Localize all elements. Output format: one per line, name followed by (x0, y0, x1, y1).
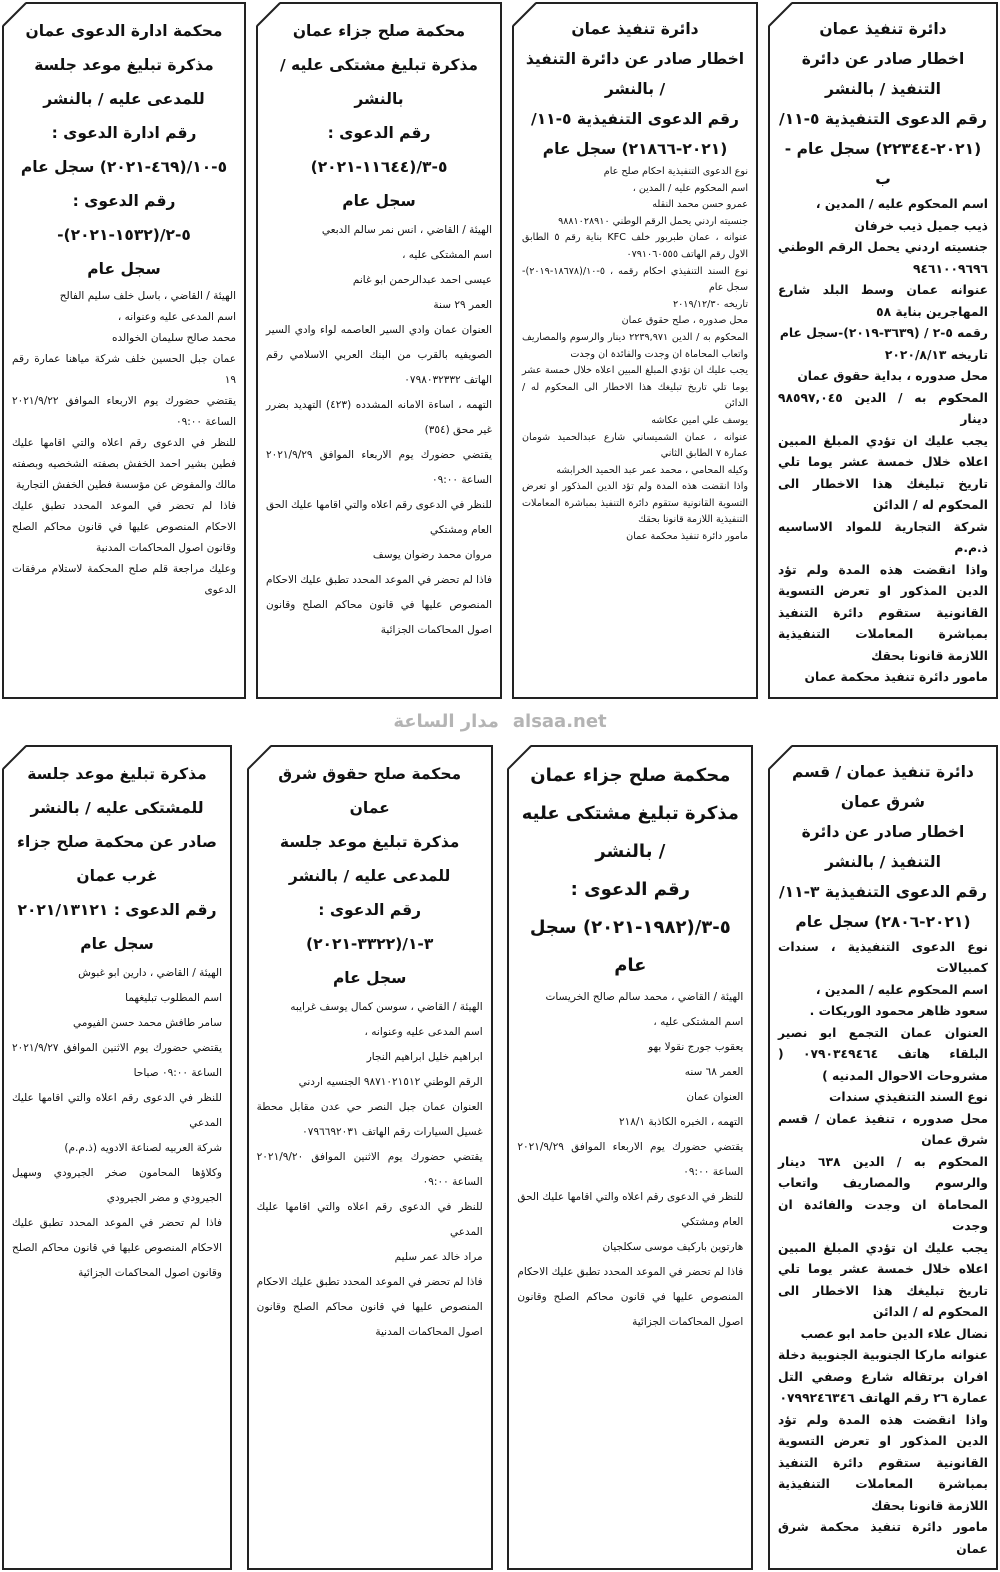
notice-body-line: الهيئة / القاضي ، سوسن كمال يوسف غرايبه (257, 995, 483, 1020)
notice-body-line: واذا انقضت هذه المدة ولم تؤد الدين المذكور او تعرض التسوية القانونية ستقوم دائرة التنفيذ بمباشرة المعاملات التنفيذية اللازمة قانونا بحقك (522, 479, 748, 529)
notice-body-line: واذا انقضت هذه المدة ولم تؤد الدين المذكور او تعرض التسوية القانونية ستقوم دائرة التنفيذ بمباشرة المعاملات التنفيذية اللازمة قانونا بحقك (778, 560, 988, 668)
notice-body-line: عنوانه ماركا الجنوبية الجنوبية دخلة افران برتقاله شارع وصفي التل عمارة ٢٦ رقم الهاتف ٠٧٩٩٢٤٦٣٤٦ (778, 1345, 988, 1410)
notice-heading: اخطار صادر عن دائرة التنفيذ / بالنشر (778, 817, 988, 877)
notice-heading: رقم الدعوى التنفيذية ٣-١١/ (778, 877, 988, 907)
notice-body-line: المحكوم به / الدين ٢٢٣٩,٩٧١ دينار والرسوم والمصاريف واتعاب المحاماة ان وجدت والفائدة ان وجدت (522, 330, 748, 363)
notice-body-line: فاذا لم تحضر في الموعد المحدد تطبق عليك الاحكام المنصوص عليها في قانون محاكم الصلح وقانون اصول المحاكمات المدنية (12, 496, 236, 559)
notice-body-line: التهمه ، اساءة الامانه المشدده (٤٢٣) التهديد بضرر غير محق (٣٥٤) (266, 393, 492, 443)
notice-body-line: نضال علاء الدين حامد ابو عصب (778, 1324, 988, 1346)
notice-heading: (٢٠٢١-٢٢٣٤٤) سجل عام - ب (778, 134, 988, 194)
notice-body-line: اسم المحكوم عليه / المدين ، (522, 181, 748, 198)
notice-body-line: الهيئة / القاضي ، محمد سالم صالح الخريسات (517, 985, 743, 1010)
notice-body-line: نوع السند التنفيذي سندات (778, 1087, 988, 1109)
legal-notice-box (2, 2, 246, 699)
notice-body-line: مروان محمد رضوان يوسف (266, 543, 492, 568)
notice-heading: رقم الدعوى التنفيذية ٥-١١/ (778, 104, 988, 134)
notice-body-line: يقتضي حضورك يوم الاربعاء الموافق ٢٠٢١/٩/٢٢ الساعة ٠٩:٠٠ (12, 391, 236, 433)
notice-heading: مذكرة تبليغ موعد جلسة للمدعى عليه / بالنشر (257, 825, 483, 893)
notice-heading: دائرة تنفيذ عمان (522, 14, 748, 44)
notice-body-line: العمر ٦٨ سنه (517, 1060, 743, 1085)
notice-heading: (٢٠٢١-٢٨٠٦) سجل عام (778, 907, 988, 937)
notice-body-line: العنوان عمان (517, 1085, 743, 1110)
notice-body-line: مامور دائرة تنفيذ محكمة عمان (522, 529, 748, 546)
notice-body-line: هارتوين باركيف موسى سكلجيان (517, 1235, 743, 1260)
watermark (2, 699, 998, 745)
notice-body-line: نوع السند التنفيذي احكام رقمه ، ٥-١٠/(١٨٦٧٨-٢٠١٩)-سجل عام (522, 264, 748, 297)
notice-body-line: وكيله المحامي ، محمد عمر عبد الحميد الخرابشه (522, 463, 748, 480)
notice-body-line: مامور دائرة تنفيذ محكمة شرق عمان (778, 1517, 988, 1560)
notice-body-line: للنظر في الدعوى رقم اعلاه والتي اقامها عليك المدعي (12, 1086, 222, 1136)
notice-body-line: اسم المطلوب تبليغهما (12, 986, 222, 1011)
notice-body-line: اسم المحكوم عليه / المدين ، (778, 194, 988, 216)
notice-heading: محكمة صلح جزاء عمان (517, 757, 743, 795)
notice-body-line: المحكوم به / الدين ٩٨٥٩٧,٠٤٥ دينار (778, 388, 988, 431)
notice-heading: مذكرة تبليغ مشتكى عليه / بالنشر (266, 48, 492, 116)
notice-heading: رقم الدعوى : ٥-٣/(١١٦٤٤-٢٠٢١) (266, 116, 492, 184)
notice-body-line: الرقم الوطني ٩٨٧١٠٢١٥١٢ الجنسيه اردني (257, 1070, 483, 1095)
notice-heading: محكمة صلح حقوق شرق عمان (257, 757, 483, 825)
notice-body-line: يوسف علي امين عكاشه (522, 413, 748, 430)
notice-body-line: اسم المشتكى عليه ، (266, 243, 492, 268)
notice-body-line: يجب عليك ان تؤدي المبلغ المبين اعلاه خلال خمسة عشر يوما تلي تاريخ تبليغك هذا الاخطار الى المحكوم له / الدائن (522, 363, 748, 413)
notice-body-line: محل صدوره ، صلح حقوق عمان (522, 313, 748, 330)
notice-body-line: يجب عليك ان تؤدي المبلغ المبين اعلاه خلال خمسة عشر يوما تلي تاريخ تبليغك هذا الاخطار الى المحكوم له / الدائن (778, 1238, 988, 1324)
notice-body-line: وكلاؤها المحامون صخر الجيرودي وسهيل الجيرودي و مضر الجيرودي (12, 1161, 222, 1211)
notice-body-line: تاريخه ٢٠٢٠/٨/١٣ (778, 345, 988, 367)
notices-row-top (2, 2, 998, 699)
notices-row-bottom (2, 745, 998, 1572)
newspaper-notices-page (2, 0, 998, 1572)
notice-heading: مذكرة تبليغ موعد جلسة للمشتكى عليه / بالنشر (12, 757, 222, 825)
notice-body-line: اسم المشتكى عليه ، (517, 1010, 743, 1035)
notice-body-line: ذيب جميل ذيب خرفان (778, 216, 988, 238)
notice-heading: مذكرة تبليغ موعد جلسة للمدعى عليه / بالنشر (12, 48, 236, 116)
notice-body-line: مراد خالد عمر سليم (257, 1245, 483, 1270)
notice-body-line: ابراهيم خليل ابراهيم النجار (257, 1045, 483, 1070)
watermark-arabic: مدار الساعة (393, 711, 499, 732)
legal-notice-box (768, 745, 998, 1571)
notice-body-line: عنوانه ، عمان طبربور خلف KFC بناية رقم ٥ الطابق الاول رقم الهاتف ٠٧٩١٠٦٠٥٥٥ (522, 230, 748, 263)
notice-body-line: للنظر في الدعوى رقم اعلاه والتي اقامها عليك المدعي (257, 1195, 483, 1245)
notice-body-line: للنظر في الدعوى رقم اعلاه والتي اقامها عليك فطين بشير احمد الخفش بصفته الشخصيه وبصفته مالك والمفوض عن مؤسسة فطين الخفش التجارية (12, 433, 236, 496)
notice-heading: (٢٠٢١-٢١٨٦٦) سجل عام (522, 134, 748, 164)
notice-body-line: عمان جبل الحسين خلف شركة مياهنا عمارة رقم ١٩ (12, 349, 236, 391)
legal-notice-box (256, 2, 502, 699)
cut-corner-decoration (1, 744, 27, 770)
legal-notice-box (247, 745, 493, 1571)
notice-body-line: عيسى احمد عبدالرحمن ابو غانم (266, 268, 492, 293)
notice-body-line: محمد صالح سليمان الخوالده (12, 328, 236, 349)
cut-corner-decoration (511, 1, 537, 27)
notice-heading: صادر عن محكمة صلح جزاء غرب عمان (12, 825, 222, 893)
notice-heading: اخطار صادر عن دائرة التنفيذ / بالنشر (522, 44, 748, 104)
legal-notice-box (507, 745, 753, 1571)
cut-corner-decoration (767, 1, 793, 27)
watermark-latin: alsaa.net (513, 711, 607, 732)
cut-corner-decoration (255, 1, 281, 27)
notice-body-line: شركة العربيه لصناعة الادويه (ذ.م.م) (12, 1136, 222, 1161)
notice-body-line: محل صدوره ، تنفيذ عمان / قسم شرق عمان (778, 1109, 988, 1152)
notice-body-line: العمر ٢٩ سنة (266, 293, 492, 318)
notice-body-line: اسم المدعى عليه وعنوانه ، (257, 1020, 483, 1045)
notice-heading: اخطار صادر عن دائرة التنفيذ / بالنشر (778, 44, 988, 104)
notice-heading: سجل عام (12, 252, 236, 286)
notice-heading: محكمة صلح جزاء عمان (266, 14, 492, 48)
notice-body-line: مامور دائرة تنفيذ محكمة عمان (778, 667, 988, 689)
notice-body-line: سامر طافش محمد حسن الفيومي (12, 1011, 222, 1036)
notice-body-line: اسم المحكوم عليه / المدين ، (778, 980, 988, 1002)
notice-body-line: الهيئة / القاضي ، باسل خلف سليم الفالح (12, 286, 236, 307)
notice-heading: دائرة تنفيذ عمان / قسم شرق عمان (778, 757, 988, 817)
notice-body-line: الهيئة / القاضي ، دارين ابو غبوش (12, 961, 222, 986)
notice-body-line: يعقوب جورج نقولا بهو (517, 1035, 743, 1060)
notice-body-line: العنوان عمان التجمع ابو نصير البلقاء هاتف ٠٧٩٠٣٤٩٤٦٤ ( مشروحات الاحوال المدنيه ) (778, 1023, 988, 1088)
notice-body-line: فاذا لم تحضر في الموعد المحدد تطبق عليك الاحكام المنصوص عليها في قانون محاكم الصلح وقانون اصول المحاكمات الجزائية (266, 568, 492, 643)
notice-heading: رقم الدعوى : ٥-٢/(١٥٣٢-٢٠٢١)- (12, 184, 236, 252)
notice-body-line: عنوانه عمان وسط البلد شارع المهاجرين بناية ٥٨ (778, 280, 988, 323)
notice-body-line: يقتضي حضورك يوم الاثنين الموافق ٢٠٢١/٩/٢٠ الساعة ٠٩:٠٠ (257, 1145, 483, 1195)
notice-heading: دائرة تنفيذ عمان (778, 14, 988, 44)
notice-body-line: عمرو حسن محمد النقله (522, 197, 748, 214)
notice-body-line: يقتضي حضورك يوم الاربعاء الموافق ٢٠٢١/٩/٢٩ الساعة ٠٩:٠٠ (266, 443, 492, 493)
notice-body-line: فاذا لم تحضر في الموعد المحدد تطبق عليك الاحكام المنصوص عليها في قانون محاكم الصلح وقانون اصول المحاكمات الجزائية (12, 1211, 222, 1286)
notice-body-line: للنظر في الدعوى رقم اعلاه والتي اقامها عليك الحق العام ومشتكي (517, 1185, 743, 1235)
notice-body-line: للنظر في الدعوى رقم اعلاه والتي اقامها عليك الحق العام ومشتكي (266, 493, 492, 543)
cut-corner-decoration (1, 1, 27, 27)
legal-notice-box (512, 2, 758, 699)
notice-heading: رقم الدعوى : ٥-٣/(١٩٨٢-٢٠٢١) سجل عام (517, 871, 743, 985)
notice-heading: رقم الدعوى التنفيذية ٥-١١/ (522, 104, 748, 134)
notice-body-line: يقتضي حضورك يوم الاربعاء الموافق ٢٠٢١/٩/٢٩ الساعة ٠٩:٠٠ (517, 1135, 743, 1185)
notice-body-line: اسم المدعى عليه وعنوانه ، (12, 307, 236, 328)
legal-notice-box (768, 2, 998, 699)
notice-body-line: نوع الدعوى التنفيذية احكام صلح عام (522, 164, 748, 181)
notice-heading: رقم الدعوى : ٢٠٢١/١٣١٢١ سجل عام (12, 893, 222, 961)
notice-body-line: جنسيته اردني يحمل الرقم الوطني ٩٨٨١٠٢٨٩١٠ (522, 214, 748, 231)
notice-body-line: شركة التجارية للمواد الاساسيه ذ.م.م (778, 517, 988, 560)
cut-corner-decoration (246, 744, 272, 770)
notice-body-line: التهمه ، الخبره الكاذبة ٢١٨/١ (517, 1110, 743, 1135)
notice-heading: رقم الدعوى : ٣-١/(٣٣٢٢-٢٠٢١) (257, 893, 483, 961)
notice-body-line: تاريخه ٢٠١٩/١٢/٣٠ (522, 297, 748, 314)
cut-corner-decoration (506, 744, 532, 770)
notice-heading: سجل عام (266, 184, 492, 218)
notice-heading: سجل عام (257, 961, 483, 995)
notice-body-line: سعود ظاهر محمود الوريكات . (778, 1001, 988, 1023)
notice-body-line: محل صدوره ، بداية حقوق عمان (778, 366, 988, 388)
notice-heading: رقم ادارة الدعوى : ٥-١٠/(٤٦٩-٢٠٢١) سجل عام (12, 116, 236, 184)
notice-body-line: عنوانه ، عمان الشميساني شارع عبدالحميد شومان عمارة ٧ الطابق الثاني (522, 430, 748, 463)
notice-body-line: العنوان عمان جبل النصر حي عدن مقابل محطة غسيل السيارات رقم الهاتف ٠٧٩٦٦٩٢٠٣١ (257, 1095, 483, 1145)
notice-body-line: يقتضي حضورك يوم الاثنين الموافق ٢٠٢١/٩/٢٧ الساعة ٠٩:٠٠ صباحا (12, 1036, 222, 1086)
notice-body-line: واذا انقضت هذه المدة ولم تؤد الدين المذكور او تعرض التسوية القانونية ستقوم دائرة التنفيذ بمباشرة المعاملات التنفيذية اللازمة قانونا بحقك (778, 1410, 988, 1518)
notice-body-line: الهيئة / القاضي ، انس نمر سالم الدبعي (266, 218, 492, 243)
notice-heading: مذكرة تبليغ مشتكى عليه / بالنشر (517, 795, 743, 871)
legal-notice-box (2, 745, 232, 1571)
notice-body-line: جنسيته اردني يحمل الرقم الوطني ٩٤٦١٠٠٩٦٩٦ (778, 237, 988, 280)
notice-body-line: نوع الدعوى التنفيذية ، سندات كمبيالات (778, 937, 988, 980)
notice-body-line: وعليك مراجعة قلم صلح المحكمة لاستلام مرفقات الدعوى (12, 559, 236, 601)
cut-corner-decoration (767, 744, 793, 770)
notice-body-line: فاذا لم تحضر في الموعد المحدد تطبق عليك الاحكام المنصوص عليها في قانون محاكم الصلح وقانون اصول المحاكمات المدنية (257, 1270, 483, 1345)
notice-body-line: فاذا لم تحضر في الموعد المحدد تطبق عليك الاحكام المنصوص عليها في قانون محاكم الصلح وقانون اصول المحاكمات الجزائية (517, 1260, 743, 1335)
notice-body-line: يجب عليك ان تؤدي المبلغ المبين اعلاه خلال خمسة عشر يوما تلي تاريخ تبليغك هذا الاخطار الى المحكوم له / الدائن (778, 431, 988, 517)
notice-body-line: رقمه ٥-٢ / (٣٦٣٩-٢٠١٩)-سجل عام (778, 323, 988, 345)
notice-heading: محكمة ادارة الدعوى عمان (12, 14, 236, 48)
notice-body-line: العنوان عمان وادي السير العاصمه لواء وادي السير الصويفيه بالقرب من البنك العربي الاسلامي رقم الهاتف ٠٧٩٨٠٣٢٣٣٢ (266, 318, 492, 393)
notice-body-line: المحكوم به / الدين ٦٣٨ دينار والرسوم والمصاريف واتعاب المحاماة ان وجدت والفائدة ان وجدت (778, 1152, 988, 1238)
